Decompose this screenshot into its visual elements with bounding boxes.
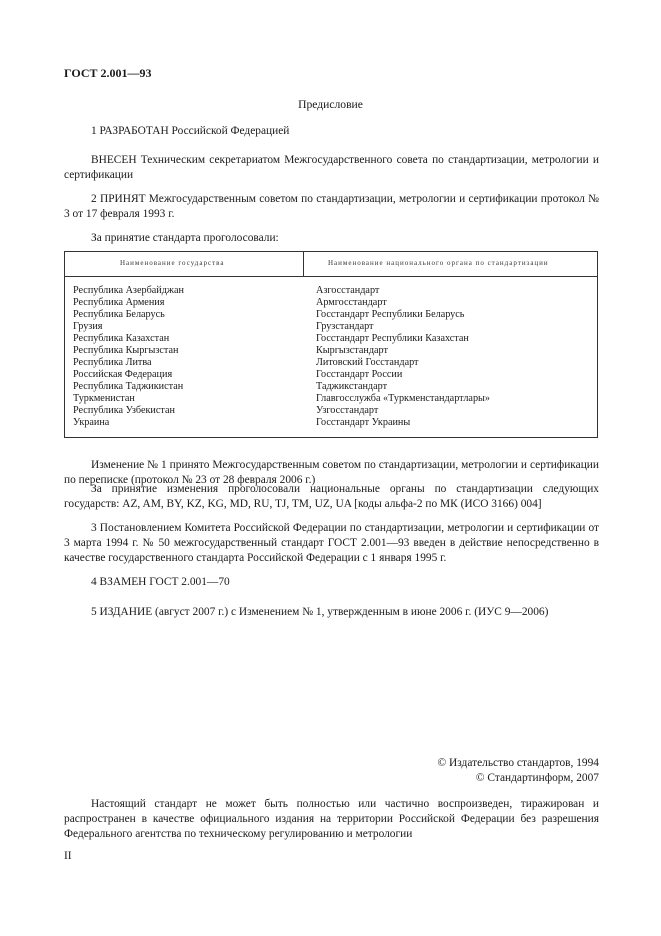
table-header-body: Наименование национального органа по стандартизации: [328, 259, 549, 267]
table-cell-state: Республика Армения: [73, 297, 165, 308]
table-cell-body: Грузстандарт: [316, 321, 374, 332]
table-cell-body: Госстандарт Республики Казахстан: [316, 333, 469, 344]
table-cell-body: Госстандарт Республики Беларусь: [316, 309, 465, 320]
resolution-paragraph: 3 Постановлением Комитета Российской Федерации по стандартизации, метрологии и сертификации от 3 марта 1994 г. № 50 межгосударственный стандарт ГОСТ 2.001—93 введен в действие непосредственно в качестве государственного стандарта Российской Федерации с 1 января 1995 г.: [64, 522, 599, 564]
edition-paragraph: 5 ИЗДАНИЕ (август 2007 г.) с Изменением № 1, утвержденным в июне 2006 г. (ИУС 9—2006): [91, 606, 549, 618]
table-cell-body: Кыргызстандарт: [316, 345, 388, 356]
table-cell-state: Республика Кыргызстан: [73, 345, 179, 356]
table-cell-state: Российская Федерация: [73, 369, 173, 380]
copyright-line: © Стандартинформ, 2007: [475, 772, 599, 784]
introduced-by-paragraph: ВНЕСЕН Техническим секретариатом Межгосударственного совета по стандартизации, метрологии и сертификации: [64, 154, 599, 181]
table-cell-body: Литовский Госстандарт: [316, 357, 419, 368]
table-header-row: [65, 252, 597, 277]
table-cell-state: Республика Казахстан: [73, 333, 170, 344]
voting-table: [64, 251, 598, 438]
table-cell-body: Главгосслужба «Туркменстандартлары»: [316, 393, 490, 404]
table-cell-state: Туркменистан: [73, 393, 135, 404]
table-cell-body: Узгосстандарт: [316, 405, 379, 416]
table-header-state: Наименование государства: [120, 259, 225, 267]
amendment-paragraph: Изменение № 1 принято Межгосударственным советом по стандартизации, метрологии и сертификации по переписке (протокол № 23 от 28 февраля 2006 г.): [64, 459, 599, 486]
reproduction-notice: Настоящий стандарт не может быть полностью или частично воспроизведен, тиражирован и распространен в качестве официального издания на территории Российской Федерации без разрешения Федерального агентства по техническому регулированию и метрологии: [64, 798, 599, 840]
table-cell-state: Грузия: [73, 321, 103, 332]
table-cell-body: Армгосстандарт: [316, 297, 387, 308]
table-cell-body: Госстандарт России: [316, 369, 403, 380]
amendment-vote-paragraph: За принятие изменения проголосовали национальные органы по стандартизации следующих государств: AZ, AM, BY, KZ, KG, MD, RU, TJ, TM, UZ, UA [коды альфа-2 по МК (ИСО 3166) 004]: [64, 483, 599, 510]
developed-by-paragraph: 1 РАЗРАБОТАН Российской Федерацией: [91, 125, 290, 137]
table-cell-state: Республика Таджикистан: [73, 381, 184, 392]
vote-intro: За принятие стандарта проголосовали:: [91, 232, 279, 244]
adopted-paragraph: 2 ПРИНЯТ Межгосударственным советом по стандартизации, метрологии и сертификации протокол № 3 от 17 февраля 1993 г.: [64, 193, 599, 220]
page-number: II: [64, 850, 72, 862]
table-cell-state: Украина: [73, 417, 110, 428]
bodies-column: [316, 285, 490, 429]
foreword-title: Предисловие: [298, 98, 363, 111]
table-cell-state: Республика Азербайджан: [73, 285, 184, 296]
replaces-paragraph: 4 ВЗАМЕН ГОСТ 2.001—70: [91, 576, 230, 588]
copyright-line: © Издательство стандартов, 1994: [437, 757, 599, 769]
table-cell-body: Таджикстандарт: [316, 381, 388, 392]
table-cell-body: Азгосстандарт: [316, 285, 380, 296]
table-header-divider: [303, 252, 304, 276]
document-header: ГОСТ 2.001—93: [64, 66, 152, 80]
table-cell-state: Республика Литва: [73, 357, 152, 368]
states-column: [73, 285, 184, 429]
table-cell-state: Республика Беларусь: [73, 309, 165, 320]
table-cell-body: Госстандарт Украины: [316, 417, 411, 428]
copyright-block: [438, 756, 599, 786]
table-cell-state: Республика Узбекистан: [73, 405, 175, 416]
